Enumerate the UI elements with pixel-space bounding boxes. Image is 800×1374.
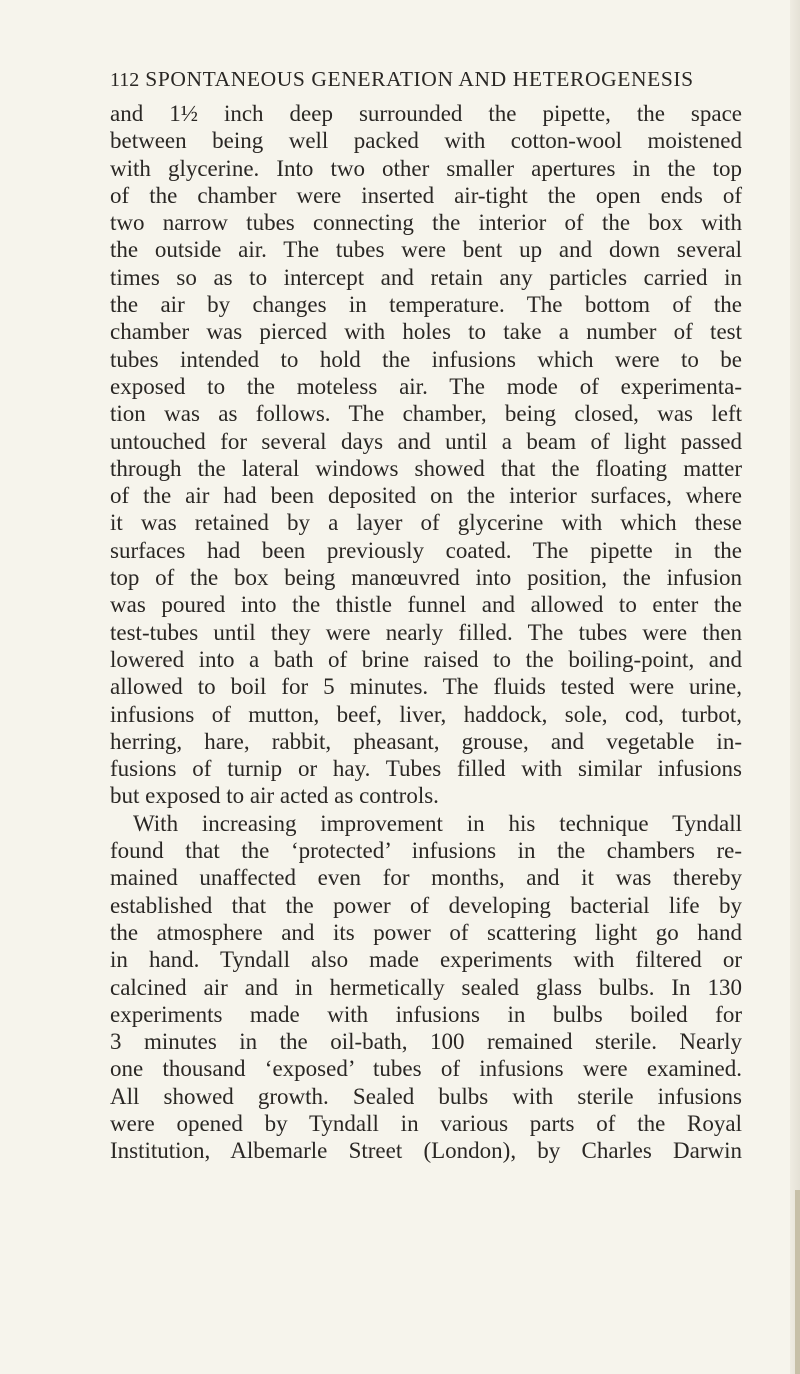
text-line: found that the ‘protected’ infusions in the chambers re-: [110, 838, 742, 864]
text-line: Institution, Albemarle Street (London), by Charles Darwin: [110, 1138, 742, 1164]
text-line: and 1½ inch deep surrounded the pipette, the space: [110, 101, 742, 126]
text-line: chamber was pierced with holes to take a number of test: [110, 319, 742, 345]
text-line: with glycerine. Into two other smaller apertures in the top: [110, 155, 742, 181]
text-line: tion was as follows. The chamber, being closed, was left: [110, 401, 742, 427]
text-line: fusions of turnip or hay. Tubes filled with similar infusions: [110, 756, 742, 782]
text-line: herring, hare, rabbit, pheasant, grouse, and vegetable in-: [110, 728, 742, 754]
text-line: between being well packed with cotton-wool moistened: [110, 128, 742, 154]
text-line: in hand. Tyndall also made experiments with filtered or: [110, 947, 742, 973]
text-line: allowed to boil for 5 minutes. The fluids tested were urine,: [110, 674, 742, 700]
text-line: top of the box being manœuvred into position, the infusion: [110, 565, 742, 591]
page-edge-mark: [795, 1190, 800, 1374]
page-number: 112: [110, 69, 140, 91]
text-line: experiments made with infusions in bulbs boiled for: [110, 1001, 742, 1027]
text-line: the outside air. The tubes were bent up and down several: [110, 237, 742, 263]
body-text: [110, 100, 742, 1165]
text-line: calcined air and in hermetically sealed glass bulbs. In 130: [110, 974, 742, 1000]
book-page: [110, 66, 742, 1165]
text-line: two narrow tubes connecting the interior of the box with: [110, 210, 742, 236]
text-line: 3 minutes in the oil-bath, 100 remained sterile. Nearly: [110, 1029, 742, 1055]
text-line: surfaces had been previously coated. The pipette in the: [110, 537, 742, 563]
text-line: established that the power of developing bacterial life by: [110, 892, 742, 918]
text-line: of the chamber were inserted air-tight the open ends of: [110, 182, 742, 208]
text-line: the atmosphere and its power of scattering light go hand: [110, 919, 742, 945]
page-edge-shadow: [790, 0, 800, 1374]
text-line: it was retained by a layer of glycerine with which these: [110, 510, 742, 536]
text-line: tubes intended to hold the infusions which were to be: [110, 346, 742, 372]
text-line: mained unaffected even for months, and it was thereby: [110, 865, 742, 891]
text-line: lowered into a bath of brine raised to the boiling-point, and: [110, 646, 742, 672]
running-title: SPONTANEOUS GENERATION AND HETEROGENESIS: [145, 67, 694, 91]
text-line: of the air had been deposited on the interior surfaces, where: [110, 483, 742, 509]
text-line: was poured into the thistle funnel and allowed to enter the: [110, 592, 742, 618]
text-line: exposed to the moteless air. The mode of experimenta-: [110, 373, 742, 399]
text-line: through the lateral windows showed that the floating matter: [110, 455, 742, 481]
text-line: the air by changes in temperature. The bottom of the: [110, 292, 742, 318]
text-line: times so as to intercept and retain any particles carried in: [110, 264, 742, 290]
paragraph-end-line: but exposed to air acted as controls.: [110, 783, 439, 809]
running-head: [110, 66, 742, 93]
text-line: test-tubes until they were nearly filled. The tubes were then: [110, 619, 742, 645]
text-line: were opened by Tyndall in various parts of the Royal: [110, 1110, 742, 1136]
text-line: infusions of mutton, beef, liver, haddock, sole, cod, turbot,: [110, 701, 742, 727]
text-line: one thousand ‘exposed’ tubes of infusions were examined.: [110, 1056, 742, 1082]
paragraph-start-line: With increasing improvement in his technique Tyndall: [133, 810, 742, 836]
text-line: untouched for several days and until a beam of light passed: [110, 428, 742, 454]
text-line: All showed growth. Sealed bulbs with sterile infusions: [110, 1083, 742, 1109]
